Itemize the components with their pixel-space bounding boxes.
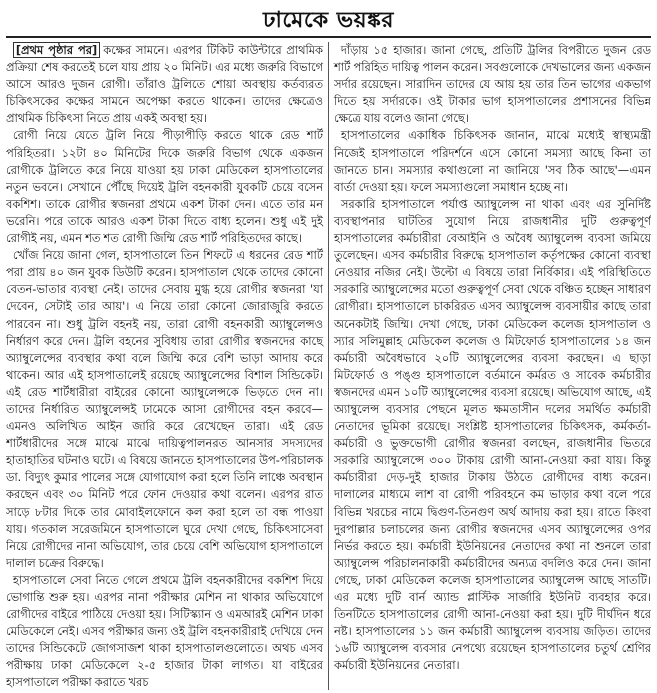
- paragraph: খোঁজ নিয়ে জানা গেল, হাসপাতালে তিন শিফটে এ ধরনের রেড শার্ট পরা প্রায় ৪০ জন যুবক ডিউটি করেন। হাসপাতাল থেকে তাদের কোনো বেতন-ভাতার ব্যবস্থা নেই। তাদের সেবায় মুগ্ধ হয়ে রোগীর স্বজনরা 'যা দেবেন, সেটাই তার আয়'। এ নিয়ে তারা কোনো জোরাজুরি করতে পারবেন না। শুধু ট্রলি বহনই নয়, তারা রোগী বহনকারী অ্যাম্বুলেন্সও নির্ধারণ করে দেন। ট্রলি বহনের সুবিধায় তারা রোগীর স্বজনদের কাছে অ্যাম্বুলেন্সের ব্যবস্থার কথা বলে জিম্মি করে বেশি ভাড়া আদায় করে থাকেন। আর এই হাসপাতালেই রয়েছে অ্যাম্বুলেন্সের বিশাল সিন্ডিকেট। এই রেড শার্টধারীরা বাইরের কোনো অ্যাম্বুলেন্সকে ভিড়তে দেন না। তাদের নির্ধারিত অ্যাম্বুলেন্সই ঢামেকে আসা রোগীদের বহন করবে—এমনও অলিখিত আইন জারি করে রেখেছেন তারা। এই রেড শার্টধারীদের সঙ্গে মাঝে মাঝে দায়িত্বপালনরত আনসার সদস্যদের হাতাহাতির ঘটনাও ঘটে। এ বিষয়ে জানতে হাসপাতালের উপ-পরিচালক ডা. বিদ্যুৎ কুমার পালের সঙ্গে যোগাযোগ করা হলে তিনি লাঞ্চে অবস্থান করছেন এবং ৩০ মিনিট পরে ফোন দেওয়ার কথা বলেন। এরপর রাত সাড়ে ৮টার দিকে তার মোবাইলফোনে কল করা হলে তা বন্ধ পাওয়া যায়। গতকাল সরেজমিনে হাসপাতালে ঘুরে দেখা গেছে, চিকিৎসাসেবা নিয়ে রোগীদের নানা অভিযোগ, তার চেয়ে বেশি অভিযোগ হাসপাতালে দালাল চক্রের বিরুদ্ধে।: [6, 248, 323, 570]
- paragraph-text: কক্ষের সামনে। এরপর টিকিট কাউন্টারে প্রাথমিক প্রক্রিয়া শেষ করতেই চলে যায় প্রায় ২০ মিনিট। এর মধ্যে জরুরি বিভাগে আসে আরও দুজন রোগী। তাঁরাও ট্রলিতে শোয়া অবস্থায় কর্তব্যরত চিকিৎসকের কক্ষের সামনে অপেক্ষা করতে থাকেন। তাদের ক্ষেত্রেও প্রাথমিক চিকিৎসা নিতে প্রায় একই অবস্থা হয়।: [6, 43, 323, 126]
- headline-box: [6, 6, 651, 38]
- paragraph: হাসপাতালে সেবা নিতে গেলে প্রথমে ট্রলি বহনকারীদের বকশিশ দিয়ে ভোগান্তি শুরু হয়। এরপর নানা পরীক্ষার মেশিন না থাকার অভিযোগে রোগীদের বাইরে পাঠিয়ে দেওয়া হয়। সিটিস্ক্যান ও এমআরই মেশিন ঢাকা মেডিকেলে নেই। এসব পরীক্ষার জন্য ওই ট্রলি বহনকারীরাই দেখিয়ে দেন তাদের সিন্ডিকেটে জোগসাজশ থাকা হাসপাতালগুলোতে। অথচ এসব পরীক্ষায় ঢাকা মেডিকেলে ২-৫ হাজার টাকা লাগত। যা বাইরের হাসপাতালে পরীক্ষা করাতে খরচ: [6, 572, 323, 690]
- paragraph: রোগী নিয়ে যেতে ট্রলি নিয়ে পীড়াপীড়ি করতে থাকে রেড শার্ট পরিহিতরা। ১২টা ৪০ মিনিটের দিকে জরুরি বিভাগ থেকে একজন রোগীকে ট্রলিতে করে নিয়ে যাওয়া হয় ঢাকা মেডিকেল হাসপাতালের নতুন ভবনে। সেখানে পৌঁছে দিয়েই ট্রলি বহনকারী যুবকটি চেয়ে বসেন বকশিশ। তাকে রোগীর স্বজনরা প্রথমে একশ টাকা দেন। এতে তার মন ভরেনি। পরে তাকে আরও একশ টাকা দিতে বাধ্য হলেন। শুধু এই দুই রোগীই নয়, এমন শত শত রোগী জিম্মি রেড শার্ট পরিহিতদের কাছে।: [6, 128, 323, 246]
- paragraph: দাঁড়ায় ১৫ হাজার। জানা গেছে, প্রতিটি ট্রলির বিপরীতে দুজন রেড শার্ট পরিহিত দায়িত্ব পালন করেন। সবগুলোকে দেখভালের জন্য একজন সর্দার রয়েছেন। সারাদিন তাদের যে আয় হয় তার তিন ভাগের একভাগ দিতে হয় সর্দারকে। ওই টাকার ভাগ হাসপাতালের প্রশাসনের বিভিন্ন ক্ষেত্রে যায় বলেও জানা গেছে।: [334, 43, 651, 126]
- continuation-label: [প্রথম পৃষ্ঠার পর]: [13, 42, 100, 58]
- article-columns: [6, 42, 651, 690]
- paragraph: হাসপাতালের একাধিক চিকিৎসক জানান, মাঝে মধ্যেই স্বাস্থ্যমন্ত্রী নিজেই হাসপাতালে পরিদর্শনে এসে কোনো সমস্যা আছে কিনা তা জানতে চান। সমস্যার কথাগুলো না জানিয়ে 'সব ঠিক আছে'—এমন বার্তা দেওয়া হয়। ফলে সমস্যাগুলো সমাধান হচ্ছে না।: [334, 128, 651, 194]
- paragraph: সরকারি হাসপাতালে পর্যাপ্ত অ্যাম্বুলেন্স না থাকা এবং এর সুনির্দিষ্ট ব্যবস্থাপনার ঘাটতির সুযোগ নিয়ে রাজধানীর দুটি গুরুত্বপূর্ণ হাসপাতালের কর্মচারীরা বেআইনি ও অবৈধ অ্যাম্বুলেন্স ব্যবসা জমিয়ে তুলেছেন। এসব কর্মচারীর বিরুদ্ধে হাসপাতাল কর্তৃপক্ষের কোনো ব্যবস্থা নেওয়ার নজির নেই। উল্টো এ বিষয়ে তারা নির্বিকার। এই পরিস্থিতিতে সরকারি অ্যাম্বুলেন্সের মতো গুরুত্বপূর্ণ সেবা থেকে বঞ্চিত হচ্ছেন সাধারণ রোগীরা। হাসপাতালে চাকরিরত এসব অ্যাম্বুলেন্স ব্যবসায়ীর কাছে তারা অনেকটাই জিম্মি। দেখা গেছে, ঢাকা মেডিকেল কলেজ হাসপাতাল ও স্যার সলিমুল্লাহ মেডিকেল কলেজ ও মিটফোর্ড হাসপাতালের ১৪ জন কর্মচারী অবৈধভাবে ২০টি অ্যাম্বুলেন্সের ব্যবসা করছেন। এ ছাড়া মিটফোর্ড ও পঙ্গু হাসপাতালে বর্তমানে কর্মরত ও সাবেক কর্মচারীর স্বজনদের এমন ১০টি অ্যাম্বুলেন্সের ব্যবসা রয়েছে। অভিযোগ আছে, এই অ্যাম্বুলেন্স ব্যবসার পেছনে মূলত ক্ষমতাসীন দলের সমর্থিত কর্মচারী নেতাদের ভূমিকা রয়েছে। সংশ্লিষ্ট হাসপাতালের চিকিৎসক, কর্মকর্তা-কর্মচারী ও ভুক্তভোগী রোগীর স্বজনরা বলছেন, রাজধানীর ভিতরে সরকারি অ্যাম্বুলেন্সে ৩০০ টাকায় রোগী আনা-নেওয়া করা যায়। কিন্তু কর্মচারীরা দেড়-দুই হাজার টাকায় উঠতে রোগীদের বাধ্য করেন। দালালের মাধ্যমে লাশ বা রোগী পরিবহনে কম ভাড়ার কথা বলে পরে বিভিন্ন খরচের নামে দ্বিগুণ-তিনগুণ অর্থ আদায় করা হয়। রাতে কিংবা দুরপাল্লার চলাচলের জন্য রোগীর স্বজনদের এসব অ্যাম্বুলেন্সের ওপর নির্ভর করতে হয়। কর্মচারী ইউনিয়নের নেতাদের কথা না শুনলে তারা অ্যাম্বুলেন্স পরিচালনাকারী কর্মচারীদের অন্যত্র বদলিও করে দেন। জানা গেছে, ঢাকা মেডিকেল কলেজ হাসপাতালের অ্যাম্বুলেন্স আছে সাতটি। এর মধ্যে দুটি বার্ন অ্যান্ড প্লাস্টিক সার্জারি ইউনিট ব্যবহার করে। তিনটিতে হাসপাতালের রোগী আনা-নেওয়া করা হয়। দুটি দীর্ঘদিন ধরে নষ্ট। হাসপাতালের ১১ জন কর্মচারী অ্যাম্বুলেন্স ব্যবসায় জড়িত। তাদের ১৬টি অ্যাম্বুলেন্স ব্যবসার নেপথ্যে রয়েছেন হাসপাতালের চতুর্থ শ্রেণির কর্মচারী ইউনিয়নের নেতারা।: [334, 196, 651, 673]
- headline: ঢামেকে ভয়ঙ্কর: [263, 6, 394, 33]
- left-column: [6, 42, 328, 690]
- right-column: [329, 42, 651, 690]
- paragraph: [6, 42, 323, 127]
